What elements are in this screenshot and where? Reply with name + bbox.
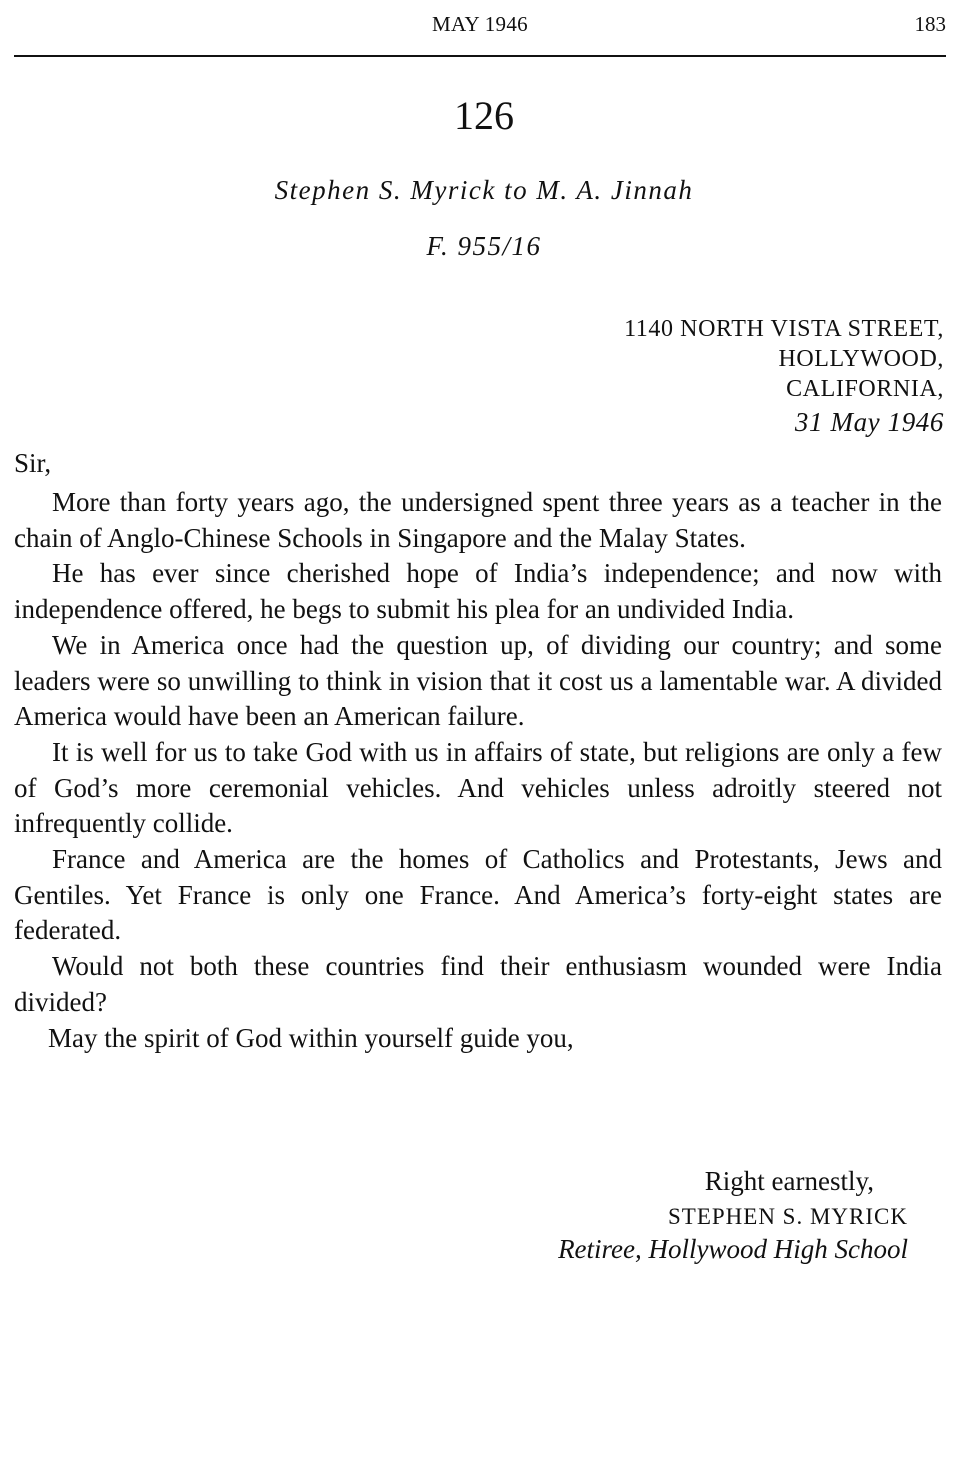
paragraph: He has ever since cherished hope of India’s independence; and now with independence offered, he begs to submit his plea for an undivided India. bbox=[14, 558, 942, 625]
running-head-title: MAY 1946 bbox=[432, 12, 528, 36]
page-number: 183 bbox=[914, 12, 946, 36]
document-heading: Stephen S. Myrick to M. A. Jinnah bbox=[274, 175, 694, 205]
sign-off: Right earnestly, bbox=[704, 1166, 874, 1196]
document-reference: F. 955/16 bbox=[426, 231, 542, 261]
paragraph: Would not both these countries find their enthusiasm wounded were India divided? bbox=[14, 951, 942, 1017]
closing-line: May the spirit of God within yourself guide you, bbox=[48, 1022, 574, 1053]
paragraph: We in America once had the question up, of dividing our country; and some leaders were so unwilling to think in vision that it cost us a lamentable war. A divided America would have been an American failure. bbox=[14, 629, 942, 732]
paragraph: More than forty years ago, the undersigned spent three years as a teacher in the chain of Anglo-Chinese Schools in Singapore and the Malay States. bbox=[14, 487, 942, 553]
header-rule bbox=[14, 55, 946, 57]
sender-address bbox=[624, 314, 944, 437]
salutation: Sir, bbox=[14, 448, 52, 478]
signature-name: STEPHEN S. MYRICK bbox=[667, 1204, 908, 1229]
paragraph: It is well for us to take God with us in affairs of state, but religions are only a few of God’s more ceremonial vehicles. And vehicles unless adroitly steered not infrequently collide. bbox=[14, 736, 942, 839]
running-head bbox=[14, 10, 946, 42]
letter-date: 31 May 1946 bbox=[794, 407, 944, 437]
paragraph: France and America are the homes of Catholics and Protestants, Jews and Gentiles. Yet France is only one France. And America’s forty-eight states are federated. bbox=[14, 844, 942, 946]
signature-role: Retiree, Hollywood High School bbox=[558, 1234, 908, 1264]
address-line-state: CALIFORNIA, bbox=[786, 376, 944, 402]
address-line-city: HOLLYWOOD, bbox=[778, 346, 944, 372]
letter-body bbox=[14, 485, 942, 1056]
document-number: 126 bbox=[454, 93, 514, 138]
address-line-street: 1140 NORTH VISTA STREET, bbox=[624, 316, 944, 342]
